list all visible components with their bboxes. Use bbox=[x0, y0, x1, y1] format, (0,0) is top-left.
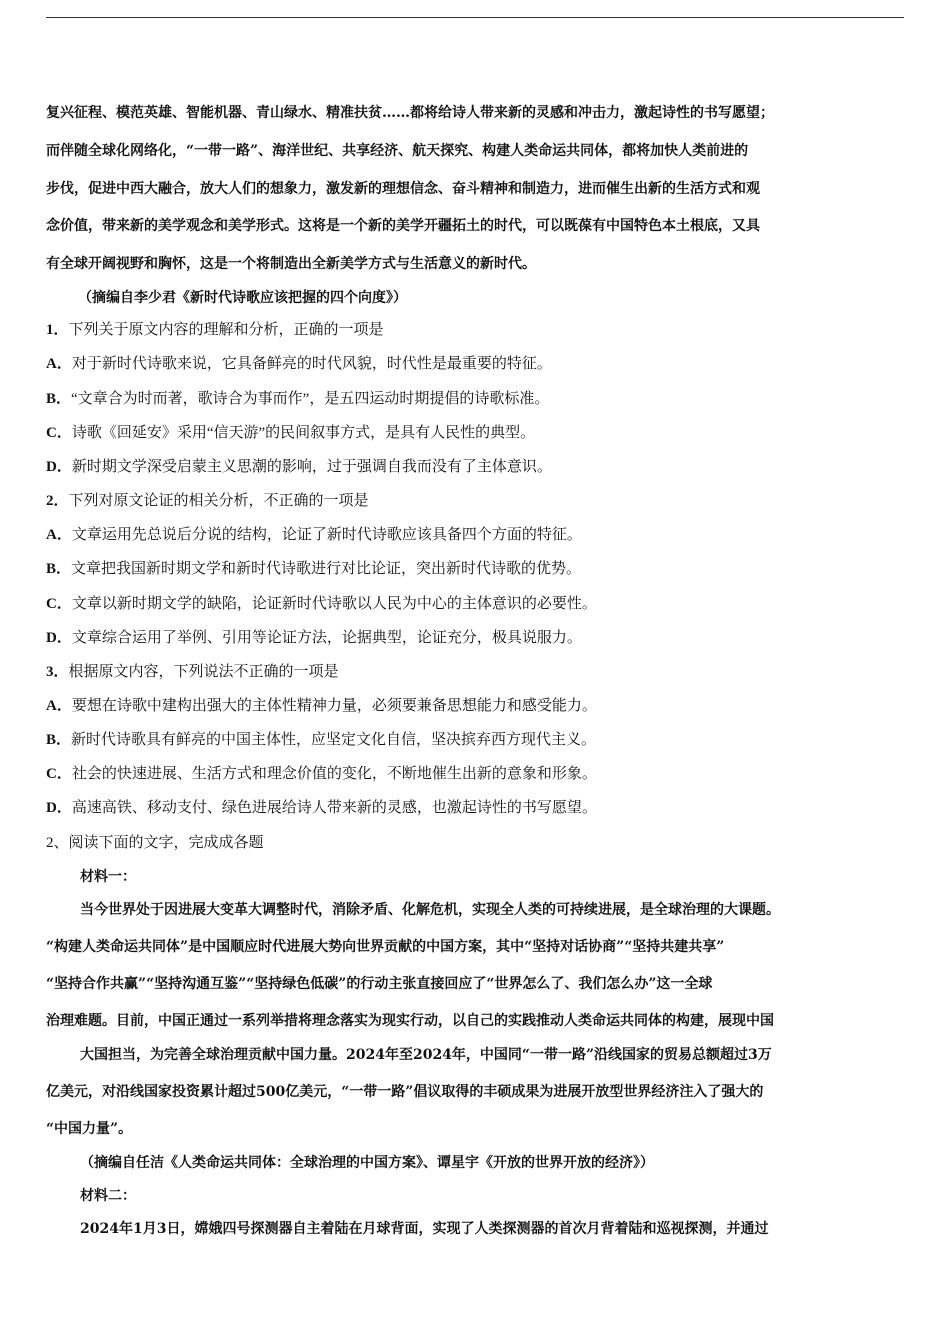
option-b: B．新时代诗歌具有鲜亮的中国主体性，应坚定文化自信，坚决摈弃西方现代主义。 bbox=[46, 732, 597, 748]
passage-line: 步伐，促进中西大融合，放大人们的想象力，激发新的理想信念、奋斗精神和制造力，进而催生出新的生活方式和观 bbox=[46, 181, 760, 197]
question-3 bbox=[46, 660, 339, 681]
option-b: B．“文章合为时而著，歌诗合为事而作”，是五四运动时期提倡的诗歌标准。 bbox=[46, 391, 550, 407]
question-number: 1． bbox=[46, 322, 69, 338]
question-stem: 根据原文内容，下列说法不正确的一项是 bbox=[68, 664, 339, 680]
passage-line: 有全球开阔视野和胸怀，这是一个将制造出全新美学方式与生活意义的新时代。 bbox=[46, 256, 536, 272]
option-b: B．文章把我国新时期文学和新时代诗歌进行对比论证，突出新时代诗歌的优势。 bbox=[46, 561, 582, 577]
material-1-title: 材料一： bbox=[80, 869, 136, 885]
material-line: 当今世界处于因进展大变革大调整时代，消除矛盾、化解危机，实现全人类的可持续进展，是全球治理的大课题。 bbox=[80, 902, 780, 918]
question-stem: 下列对原文论证的相关分析，不正确的一项是 bbox=[68, 493, 369, 509]
passage-line: 复兴征程、模范英雄、智能机器、青山绿水、精准扶贫……都将给诗人带来新的灵感和冲击力，激起诗性的书写愿望； bbox=[46, 105, 774, 121]
header-rule bbox=[46, 17, 904, 18]
material-line: 2024年1月3日，嫦娥四号探测器自主着陆在月球背面，实现了人类探测器的首次月背着陆和巡视探测，并通过 bbox=[80, 1221, 769, 1237]
question-number: 3． bbox=[46, 664, 69, 680]
option-a: A．对于新时代诗歌来说，它具备鲜亮的时代风貌，时代性是最重要的特征。 bbox=[46, 356, 552, 372]
material-line: 大国担当，为完善全球治理贡献中国力量。2024年至2024年，中国同“一带一路”沿线国家的贸易总额超过3万 bbox=[80, 1047, 772, 1063]
option-c: C．诗歌《回延安》采用“信天游”的民间叙事方式，是具有人民性的典型。 bbox=[46, 425, 536, 441]
material-2-title: 材料二： bbox=[80, 1188, 136, 1204]
material-line: 治理难题。目前，中国正通过一系列举措将理念落实为现实行动，以自己的实践推动人类命运共同体的构建，展现中国 bbox=[46, 1013, 774, 1029]
material-line: 亿美元，对沿线国家投资累计超过500亿美元，“一带一路”倡议取得的丰硕成果为进展开放型世界经济注入了强大的 bbox=[46, 1084, 764, 1100]
option-d: D．文章综合运用了举例、引用等论证方法，论据典型，论证充分，极具说服力。 bbox=[46, 630, 582, 646]
option-c: C．社会的快速进展、生活方式和理念价值的变化，不断地催生出新的意象和形象。 bbox=[46, 766, 597, 782]
option-a: A．要想在诗歌中建构出强大的主体性精神力量，必须要兼备思想能力和感受能力。 bbox=[46, 698, 597, 714]
section-heading: 2、阅读下面的文字，完成成各题 bbox=[46, 835, 264, 851]
option-d: D．高速高铁、移动支付、绿色进展给诗人带来新的灵感，也激起诗性的书写愿望。 bbox=[46, 800, 597, 816]
option-d: D．新时期文学深受启蒙主义思潮的影响，过于强调自我而没有了主体意识。 bbox=[46, 459, 552, 475]
question-number: 2． bbox=[46, 493, 69, 509]
passage-source: （摘编自李少君《新时代诗歌应该把握的四个向度》） bbox=[78, 290, 407, 306]
material-line: “构建人类命运共同体”是中国顺应时代进展大势向世界贡献的中国方案，其中“坚持对话协商”“坚持共建共享” bbox=[46, 939, 725, 955]
option-a: A．文章运用先总说后分说的结构，论证了新时代诗歌应该具备四个方面的特征。 bbox=[46, 527, 582, 543]
material-1-source: （摘编自任洁《人类命运共同体：全球治理的中国方案》、谭星宇《开放的世界开放的经济》） bbox=[80, 1155, 654, 1171]
question-stem: 下列关于原文内容的理解和分析，正确的一项是 bbox=[68, 322, 384, 338]
material-line: “坚持合作共赢”“坚持沟通互鉴”“坚持绿色低碳”的行动主张直接回应了“世界怎么了、我们怎么办”这一全球 bbox=[46, 976, 713, 992]
passage-line: 念价值，带来新的美学观念和美学形式。这将是一个新的美学开疆拓土的时代，可以既葆有中国特色本土根底，又具 bbox=[46, 218, 760, 234]
material-line: “中国力量”。 bbox=[46, 1121, 133, 1137]
question-2 bbox=[46, 489, 369, 510]
passage-line: 而伴随全球化网络化，“一带一路”、海洋世纪、共享经济、航天探究、构建人类命运共同体，都将加快人类前进的 bbox=[46, 143, 749, 159]
option-c: C．文章以新时期文学的缺陷，论证新时代诗歌以人民为中心的主体意识的必要性。 bbox=[46, 596, 597, 612]
question-1 bbox=[46, 318, 384, 339]
